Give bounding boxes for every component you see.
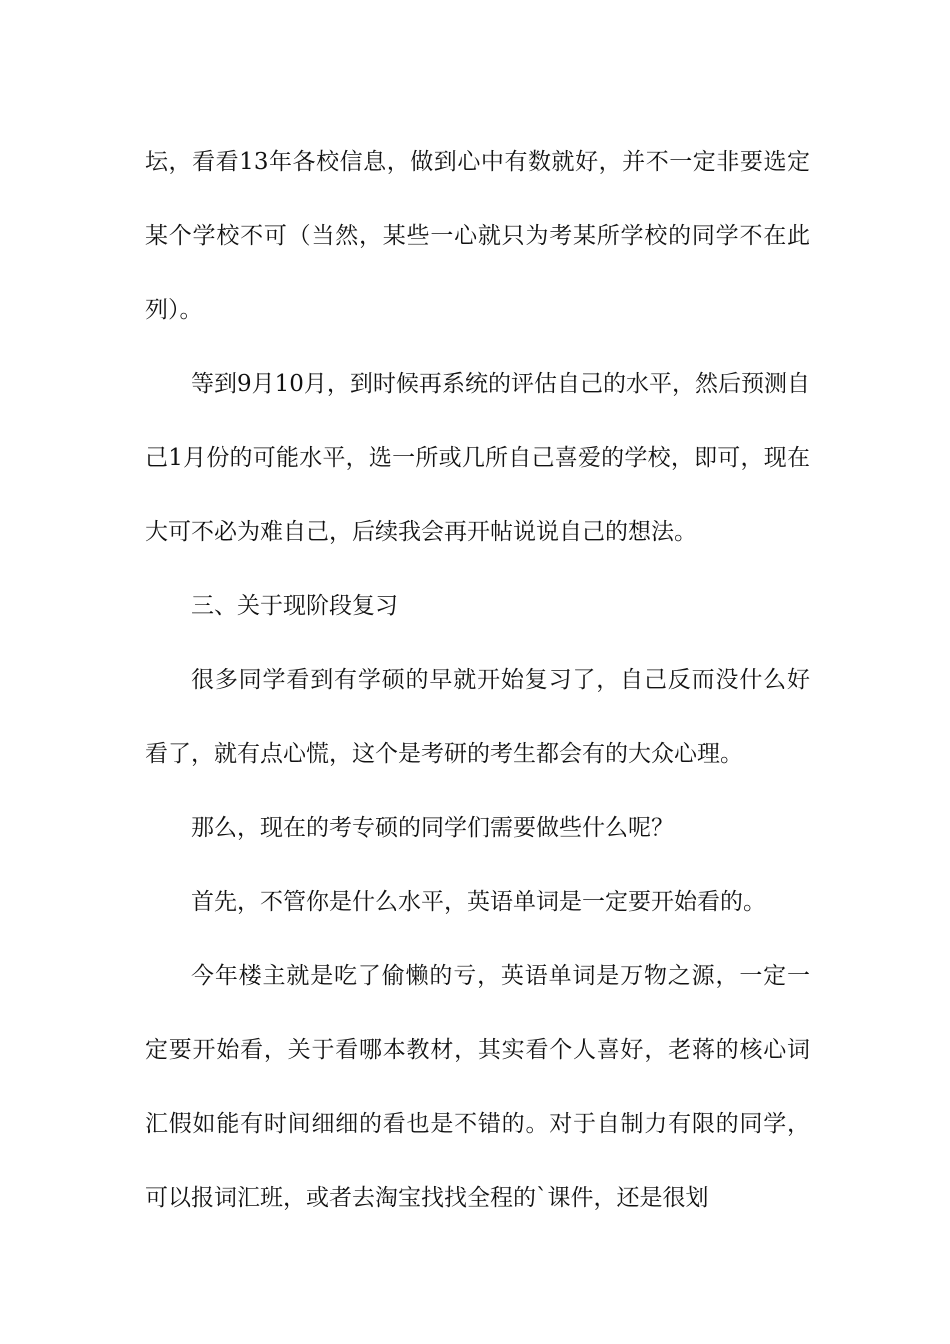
paragraph-question: 那么，现在的考专硕的同学们需要做些什么呢？ [191,815,674,841]
paragraph-vocabulary: 今年楼主就是吃了偷懒的亏，英语单词是万物之源，一定一定要开始看，关于看哪本教材，其实看个人喜好，老蒋的核心词汇假如能有时间细细的看也是不错的。对于自制力有限的同学，可以报词汇班，或者去淘宝找找全程的`课件，还是很划 [145,963,810,1211]
paragraph-first: 首先，不管你是什么水平，英语单词是一定要开始看的。 [191,889,766,915]
paragraph-continuation: 坛，看看13年各校信息，做到心中有数就好，并不一定非要选定某个学校不可（当然，某些一心就只为考某所学校的同学不在此列）。 [145,149,810,323]
paragraph-anxiety: 很多同学看到有学硕的早就开始复习了，自己反而没什么好看了，就有点心慌，这个是考研的考生都会有的大众心理。 [145,667,810,767]
section-heading: 三、关于现阶段复习 [191,593,398,619]
document-body [145,125,810,1235]
paragraph-evaluation: 等到9月10月，到时候再系统的评估自己的水平，然后预测自己1月份的可能水平，选一所或几所自己喜爱的学校，即可，现在大可不必为难自己，后续我会再开帖说说自己的想法。 [145,371,810,545]
